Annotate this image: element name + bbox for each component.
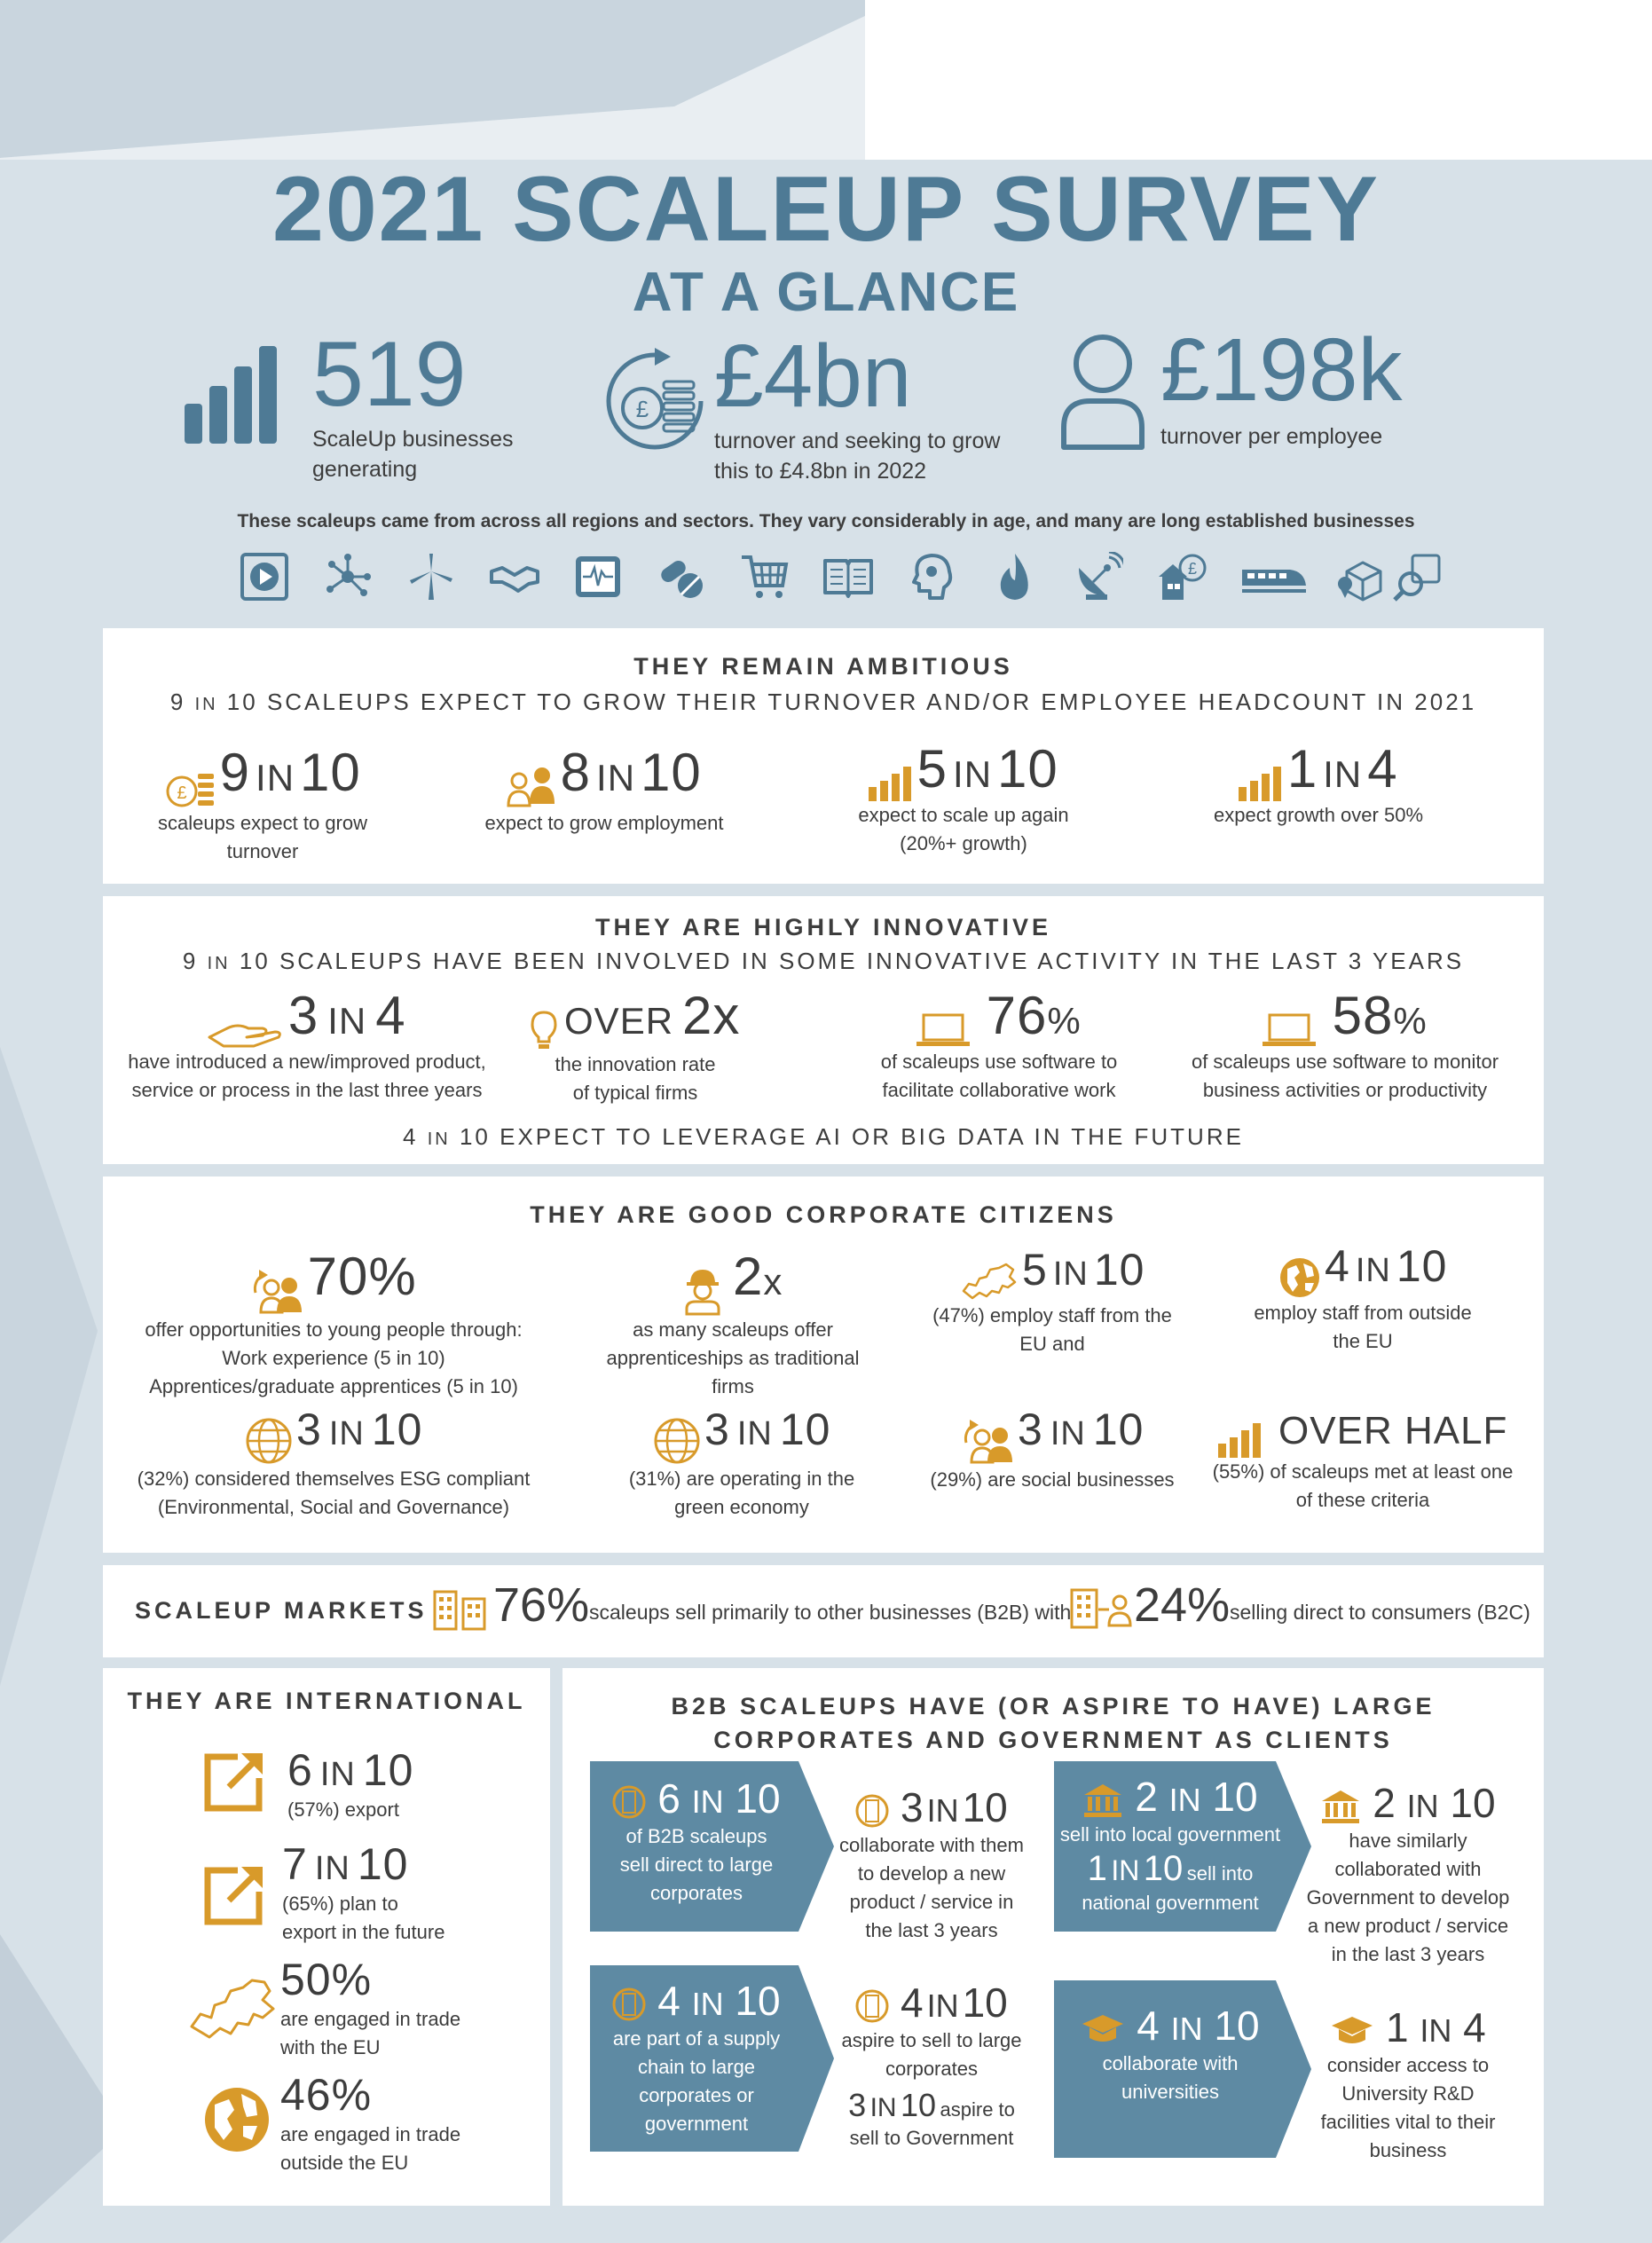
b2b-box-desc: collaborate with — [1102, 2052, 1239, 2074]
citizens-desc: firms — [712, 1374, 754, 1397]
innovative-desc: have introduced a new/improved product, — [128, 1050, 486, 1073]
ambitious-item — [1168, 738, 1469, 830]
b2b-outcome-desc: business — [1369, 2139, 1447, 2161]
stat-a: 50% — [280, 1955, 373, 2004]
ambitious-item — [458, 742, 751, 838]
citizens-item — [1194, 1409, 1531, 1515]
stat-a: 9 — [219, 743, 251, 802]
building-icon — [855, 1987, 889, 2026]
innovative-footer-b: 10 EXPECT TO LEVERAGE AI OR BIG DATA IN THE FUTURE — [459, 1123, 1244, 1150]
stat-a: 4 — [1137, 2003, 1160, 2049]
citizens-desc: the EU — [1333, 1329, 1393, 1352]
innovative-desc: of scaleups use software to — [880, 1050, 1118, 1073]
stat-b: 10 — [300, 743, 361, 802]
stat-b: 10 — [1450, 1780, 1496, 1826]
ambitious-item — [804, 738, 1123, 858]
b2b-title-line1: B2B SCALEUPS HAVE (OR ASPIRE TO HAVE) LARGE — [671, 1693, 1436, 1720]
b2b-box-stat — [590, 1775, 803, 1822]
innovative-item — [1168, 985, 1522, 1105]
markets-title: SCALEUP MARKETS — [135, 1597, 428, 1624]
b2b-outcome-desc: consider access to — [1326, 2054, 1490, 2076]
citizens-desc: offer opportunities to young people through: — [145, 1318, 523, 1341]
b2c-value: 24% — [1134, 1578, 1231, 1632]
person-icon — [1058, 330, 1147, 454]
international-item — [287, 1744, 413, 1824]
stat-in: OVER — [564, 1000, 674, 1042]
ambitious-desc: expect to scale up again — [858, 803, 1069, 826]
research-icon — [1393, 552, 1443, 602]
b2b-box-tail: sell into — [1186, 1862, 1254, 1885]
pills-icon — [657, 552, 706, 602]
stat-in: IN — [328, 1415, 365, 1452]
building-icon — [855, 1791, 889, 1830]
innovative-item — [830, 985, 1168, 1105]
innovative-footer-a: 4 — [403, 1123, 419, 1150]
ambitious-subtitle — [103, 689, 1544, 716]
stat-businesses-label2: generating — [312, 457, 418, 482]
b2b-buildings-icon — [433, 1586, 488, 1631]
stat-b: 10 — [1396, 1241, 1448, 1291]
b2b-outcome-collaborate — [830, 1783, 1034, 1945]
stat-a: 4 — [1325, 1241, 1350, 1291]
government-building-icon — [1320, 1789, 1361, 1824]
international-title: THEY ARE INTERNATIONAL — [127, 1688, 526, 1714]
innovative-item — [502, 985, 768, 1107]
b2b-outcome-desc: facilities vital to their — [1320, 2111, 1496, 2133]
stat-businesses-label1: ScaleUp businesses — [312, 427, 514, 452]
europe-map-icon — [960, 1261, 1019, 1302]
stat-a: 3 — [1018, 1405, 1043, 1454]
b2b-box-desc: corporates or — [639, 2084, 754, 2106]
citizens-item — [901, 1244, 1203, 1358]
innovative-sub-in: IN — [207, 954, 231, 973]
innovative-desc: of typical firms — [572, 1081, 698, 1104]
svg-text:£: £ — [635, 396, 649, 422]
innovative-desc: of scaleups use software to monitor — [1191, 1050, 1499, 1073]
stat-a: 1 — [1087, 1849, 1107, 1888]
stat-in: IN — [869, 2093, 897, 2122]
citizens-item — [600, 1404, 884, 1522]
stat-a: 58 — [1332, 986, 1394, 1045]
europe-map-icon — [188, 1973, 277, 2044]
innovative-footer — [103, 1123, 1544, 1151]
b2b-title-line2: CORPORATES AND GOVERNMENT AS CLIENTS — [713, 1727, 1393, 1753]
b2b-outcome-desc: product / service in — [849, 1891, 1014, 1913]
handshake-icon — [490, 552, 539, 602]
innovative-desc: service or process in the last three years — [131, 1078, 483, 1101]
stat-in: IN — [1050, 1415, 1086, 1452]
innovative-panel — [103, 896, 1544, 1164]
stat-a: 46% — [280, 2070, 373, 2120]
citizens-item — [1212, 1240, 1514, 1356]
b2b-outcome-government — [1297, 1779, 1519, 1969]
stat-in: IN — [256, 757, 295, 799]
b2b-box-universities — [1054, 2002, 1286, 2106]
b2b-box-desc: sell into local government — [1059, 1823, 1281, 1846]
international-desc: outside the EU — [280, 2152, 409, 2174]
sector-icons-row — [240, 552, 1428, 605]
ambitious-sub-in: IN — [194, 695, 218, 714]
stat-b: 4 — [1463, 2004, 1486, 2050]
b2b-outcome-desc: in the last 3 years — [1331, 1943, 1485, 1965]
stat-in: IN — [327, 1000, 367, 1042]
b2b-box-local-government — [1054, 1773, 1286, 1917]
stat-a: 3 — [848, 2087, 867, 2123]
stat-a: 7 — [282, 1839, 308, 1889]
people-icon — [507, 765, 556, 809]
stat-b: 2x — [682, 986, 741, 1045]
ambitious-desc: (20%+ growth) — [900, 831, 1027, 854]
stat-in: IN — [926, 1987, 959, 2024]
globe-grid-icon — [245, 1417, 293, 1465]
b2b-outcome-desc: a new product / service — [1307, 1915, 1509, 1937]
b2b-outcome-stat — [1297, 2003, 1519, 2051]
heart-monitor-icon — [573, 552, 623, 602]
b2b-outcome-desc: collaborate with them — [839, 1834, 1024, 1856]
innovative-sub-b: 10 SCALEUPS HAVE BEEN INVOLVED IN SOME INNOVATIVE ACTIVITY IN THE LAST 3 YEARS — [239, 948, 1465, 974]
export-arrow-icon — [202, 1863, 266, 1927]
stat-b: 10 — [1143, 1849, 1184, 1888]
stat-businesses-value: 519 — [312, 323, 467, 426]
b2b-box-supply-chain — [590, 1977, 803, 2138]
b2b-outcome-desc: Government to develop — [1306, 1886, 1510, 1909]
stat-in: IN — [1355, 1252, 1391, 1289]
b2c-building-person-icon — [1070, 1585, 1132, 1629]
b2b-outcome-university — [1297, 2003, 1519, 2165]
b2b-outcome-desc: aspire to sell to large — [841, 2029, 1022, 2051]
citizens-item — [901, 1404, 1203, 1494]
b2b-outcome-stat — [1297, 1779, 1519, 1827]
stat-a: 1 — [1386, 2004, 1409, 2050]
stat-a: 3 — [296, 1405, 322, 1454]
stat-per-employee-label1: turnover per employee — [1160, 424, 1383, 449]
stat-a: 4 — [657, 1978, 680, 2024]
international-desc: are engaged in trade — [280, 2008, 461, 2030]
stat-in: IN — [691, 1986, 724, 2022]
b2b-outcome-desc: sell to Government — [849, 2127, 1014, 2149]
b2b-outcome-desc: collaborated with — [1334, 1858, 1482, 1880]
citizens-desc: (32%) considered themselves ESG compliant — [137, 1467, 531, 1490]
citizens-desc: (47%) employ staff from the — [932, 1303, 1172, 1326]
stat-in: IN — [926, 1792, 959, 1829]
b2b-box-stat — [1054, 1773, 1286, 1821]
innovative-desc: the innovation rate — [555, 1052, 716, 1075]
stat-a: 3 — [287, 986, 319, 1045]
ambitious-panel — [103, 628, 1544, 884]
stat-per-employee — [1160, 320, 1403, 452]
train-icon — [1240, 552, 1308, 602]
bar-chart-icon — [1239, 766, 1283, 801]
b2b-box-desc: chain to large — [637, 2056, 756, 2078]
export-arrow-icon — [202, 1750, 266, 1814]
b2b-value: 76% — [493, 1578, 590, 1632]
stat-a: 3 — [704, 1405, 730, 1454]
international-desc: (65%) plan to — [282, 1893, 398, 1915]
b2c-text: selling direct to consumers (B2C) — [1230, 1601, 1530, 1624]
citizens-title: THEY ARE GOOD CORPORATE CITIZENS — [530, 1201, 1117, 1228]
stat-in: IN — [319, 1756, 356, 1793]
stat-in: IN — [736, 1415, 773, 1452]
b2b-box-desc: national government — [1082, 1892, 1259, 1914]
innovative-title: THEY ARE HIGHLY INNOVATIVE — [594, 914, 1052, 940]
stat-b: 10 — [735, 1978, 781, 2024]
b2b-outcome-stat — [830, 1979, 1034, 2027]
stat-a: 1 — [1286, 739, 1318, 799]
coins-cycle-icon — [600, 346, 710, 456]
citizens-desc: of these criteria — [1295, 1488, 1430, 1511]
stat-b: 10 — [641, 743, 702, 802]
stat-in: % — [1047, 1000, 1082, 1042]
stat-a: 2 — [733, 1247, 764, 1306]
international-item — [282, 1838, 444, 1947]
international-item — [280, 1954, 460, 2062]
citizens-desc: (55%) of scaleups met at least one — [1212, 1460, 1514, 1483]
stat-b: 10 — [1214, 2003, 1260, 2049]
citizens-desc: (Environmental, Social and Governance) — [157, 1495, 510, 1518]
citizens-item — [130, 1246, 538, 1401]
b2b-box-desc: corporates — [650, 1882, 743, 1904]
b2b-box-stat — [1054, 2002, 1286, 2050]
stat-a: 8 — [560, 743, 592, 802]
stat-a: 6 — [287, 1745, 313, 1795]
stat-per-employee-value: £198k — [1160, 320, 1403, 420]
stat-b: 10 — [779, 1405, 831, 1454]
citizens-desc: (29%) are social businesses — [930, 1468, 1175, 1491]
building-icon — [612, 1985, 646, 2024]
stat-turnover-value: £4bn — [714, 327, 912, 426]
stat-in: IN — [1052, 1255, 1089, 1293]
international-desc: export in the future — [282, 1921, 445, 1943]
b2b-text: scaleups sell primarily to other businesses (B2B) with — [589, 1601, 1072, 1624]
flame-icon — [990, 552, 1040, 602]
b2b-outcome-aspire — [830, 1979, 1034, 2152]
international-panel — [103, 1668, 550, 2206]
citizens-desc: Apprentices/graduate apprentices (5 in 10) — [149, 1374, 518, 1397]
b2b-box-desc: are part of a supply — [612, 2027, 781, 2050]
ambitious-sub-a: 9 — [169, 689, 186, 715]
international-desc: (57%) export — [287, 1798, 399, 1821]
b2b-box-corporates — [590, 1775, 803, 1908]
graduation-cap-icon — [1330, 2015, 1374, 2047]
stat-turnover — [714, 327, 1001, 486]
svg-text:£: £ — [177, 783, 187, 803]
globe-icon — [202, 2085, 271, 2154]
stat-a: 3 — [901, 1784, 924, 1830]
citizens-desc: apprenticeships as traditional — [606, 1346, 860, 1369]
stat-b: 10 — [1212, 1774, 1258, 1820]
stat-a: 2 — [1135, 1774, 1158, 1820]
stat-in: IN — [596, 757, 636, 799]
b2b-outcome-desc: corporates — [885, 2058, 978, 2080]
ambitious-desc: expect growth over 50% — [1213, 803, 1424, 826]
stat-a: 6 — [657, 1775, 680, 1822]
satellite-dish-icon — [1074, 552, 1123, 602]
stat-b: 4 — [1367, 739, 1398, 799]
citizens-desc: employ staff from outside — [1254, 1301, 1472, 1324]
b2b-outcome-stat-2 — [830, 2087, 1034, 2124]
page-title: 2021 SCALEUP SURVEY — [271, 158, 1380, 261]
international-desc: with the EU — [280, 2036, 381, 2058]
ambitious-sub-b: 10 SCALEUPS EXPECT TO GROW THEIR TURNOVER AND/OR EMPLOYEE HEADCOUNT IN 2021 — [226, 689, 1477, 715]
ambitious-desc: scaleups expect to grow turnover — [157, 811, 368, 862]
globe-grid-icon — [653, 1417, 701, 1465]
stat-b: 10 — [357, 1839, 409, 1889]
innovative-footer-in: IN — [427, 1129, 451, 1149]
building-icon — [612, 1783, 646, 1822]
stat-in: IN — [1420, 2012, 1452, 2049]
young-people-icon — [250, 1266, 303, 1316]
b2b-box-desc: universities — [1121, 2081, 1220, 2103]
citizens-panel — [103, 1177, 1544, 1553]
international-desc: are engaged in trade — [280, 2123, 461, 2145]
stat-in: IN — [1168, 1782, 1201, 1818]
open-hand-icon — [208, 1012, 284, 1048]
stat-b: 10 — [735, 1775, 781, 1822]
stat-b: 10 — [962, 1979, 1008, 2026]
b2b-outcome-stat — [830, 1783, 1034, 1831]
citizens-item — [582, 1246, 884, 1401]
b2b-box-stat-2 — [1054, 1849, 1286, 1889]
stat-turnover-label2: this to £4.8bn in 2022 — [714, 459, 927, 484]
bar-chart-icon — [869, 766, 913, 801]
stat-turnover-label1: turnover and seeking to grow — [714, 429, 1001, 453]
citizens-desc: as many scaleups offer — [633, 1318, 833, 1341]
sectors-note: These scaleups came from across all regions and sectors. They vary considerably in age, and many are long established businesses — [237, 511, 1415, 531]
b2b-outcome-desc: the last 3 years — [865, 1919, 998, 1941]
international-item — [280, 2069, 460, 2177]
stat-in: x — [763, 1261, 783, 1303]
wind-turbine-icon — [406, 552, 456, 602]
stat-a: 5 — [1022, 1245, 1048, 1295]
stat-b: 10 — [901, 2087, 937, 2123]
laptop-icon — [1263, 1012, 1316, 1048]
markets-panel — [103, 1565, 1544, 1657]
b2b-box-stat — [590, 1977, 803, 2025]
lightbulb-icon — [531, 1010, 557, 1051]
b2b-box-desc: sell direct to large — [619, 1853, 774, 1876]
shopping-cart-icon — [740, 552, 790, 602]
stat-in: IN — [953, 753, 993, 795]
stat-b: 10 — [1093, 1245, 1145, 1295]
innovative-desc: business activities or productivity — [1202, 1078, 1488, 1101]
stat-a: 70% — [307, 1247, 417, 1306]
media-play-icon — [240, 552, 289, 602]
stat-in: IN — [1323, 753, 1363, 795]
government-building-icon — [1082, 1783, 1123, 1818]
book-icon — [823, 552, 873, 602]
innovative-item — [121, 985, 493, 1105]
b2b-outcome-tail: aspire to — [940, 2098, 1015, 2121]
stat-a: 2 — [1373, 1780, 1396, 1826]
stat-a: 76 — [986, 986, 1048, 1045]
stat-in: IN — [1406, 1788, 1439, 1824]
apprentice-icon — [683, 1266, 722, 1316]
stat-b: 4 — [375, 986, 406, 1045]
stat-b: 10 — [1092, 1405, 1145, 1454]
stat-in: IN — [691, 1783, 724, 1820]
stat-in: IN — [1170, 2011, 1203, 2047]
citizens-desc: EU and — [1019, 1332, 1085, 1355]
stat-in: IN — [314, 1850, 350, 1887]
stat-b: 10 — [362, 1745, 414, 1795]
b2b-outcome-desc: to develop a new — [857, 1862, 1006, 1885]
stat-businesses — [312, 323, 514, 484]
svg-text:£: £ — [1187, 560, 1198, 578]
b2b-box-desc: government — [644, 2113, 749, 2135]
bar-chart-icon — [185, 342, 300, 448]
stat-b: 10 — [962, 1784, 1008, 1830]
ambitious-item — [121, 742, 405, 866]
b2b-box-desc: of B2B scaleups — [625, 1825, 767, 1847]
brain-icon — [907, 552, 956, 602]
stat-b: 10 — [371, 1405, 423, 1454]
b2b-outcome-desc: have similarly — [1349, 1830, 1467, 1852]
graduation-cap-icon — [1081, 2013, 1125, 2045]
stat-in: IN — [1111, 1854, 1140, 1886]
stat-a: 5 — [916, 739, 948, 799]
bar-chart-icon — [1218, 1422, 1263, 1458]
citizens-desc: Work experience (5 in 10) — [222, 1346, 445, 1369]
coins-icon — [164, 765, 216, 809]
innovative-sub-a: 9 — [182, 948, 199, 974]
b2b-outcome-desc: University R&D — [1341, 2082, 1475, 2105]
citizens-desc: green economy — [674, 1495, 809, 1518]
citizens-item — [121, 1404, 547, 1522]
innovative-subtitle — [103, 948, 1544, 975]
page-subtitle: AT A GLANCE — [632, 262, 1020, 323]
property-finance-icon — [1157, 552, 1207, 602]
header — [0, 158, 1652, 325]
innovative-desc: facilitate collaborative work — [882, 1078, 1116, 1101]
globe-icon — [1278, 1256, 1321, 1299]
stat-b: 10 — [997, 739, 1058, 799]
stat-a: OVER HALF — [1278, 1409, 1508, 1452]
laptop-icon — [916, 1012, 970, 1048]
stat-in: % — [1393, 1000, 1428, 1042]
ambitious-desc: expect to grow employment — [484, 811, 724, 834]
citizens-desc: (31%) are operating in the — [628, 1467, 855, 1490]
ambitious-title: THEY REMAIN AMBITIOUS — [633, 653, 1013, 680]
stat-a: 4 — [901, 1979, 924, 2026]
logistics-box-icon — [1336, 552, 1386, 602]
social-people-icon — [961, 1416, 1014, 1466]
network-icon — [323, 552, 373, 602]
